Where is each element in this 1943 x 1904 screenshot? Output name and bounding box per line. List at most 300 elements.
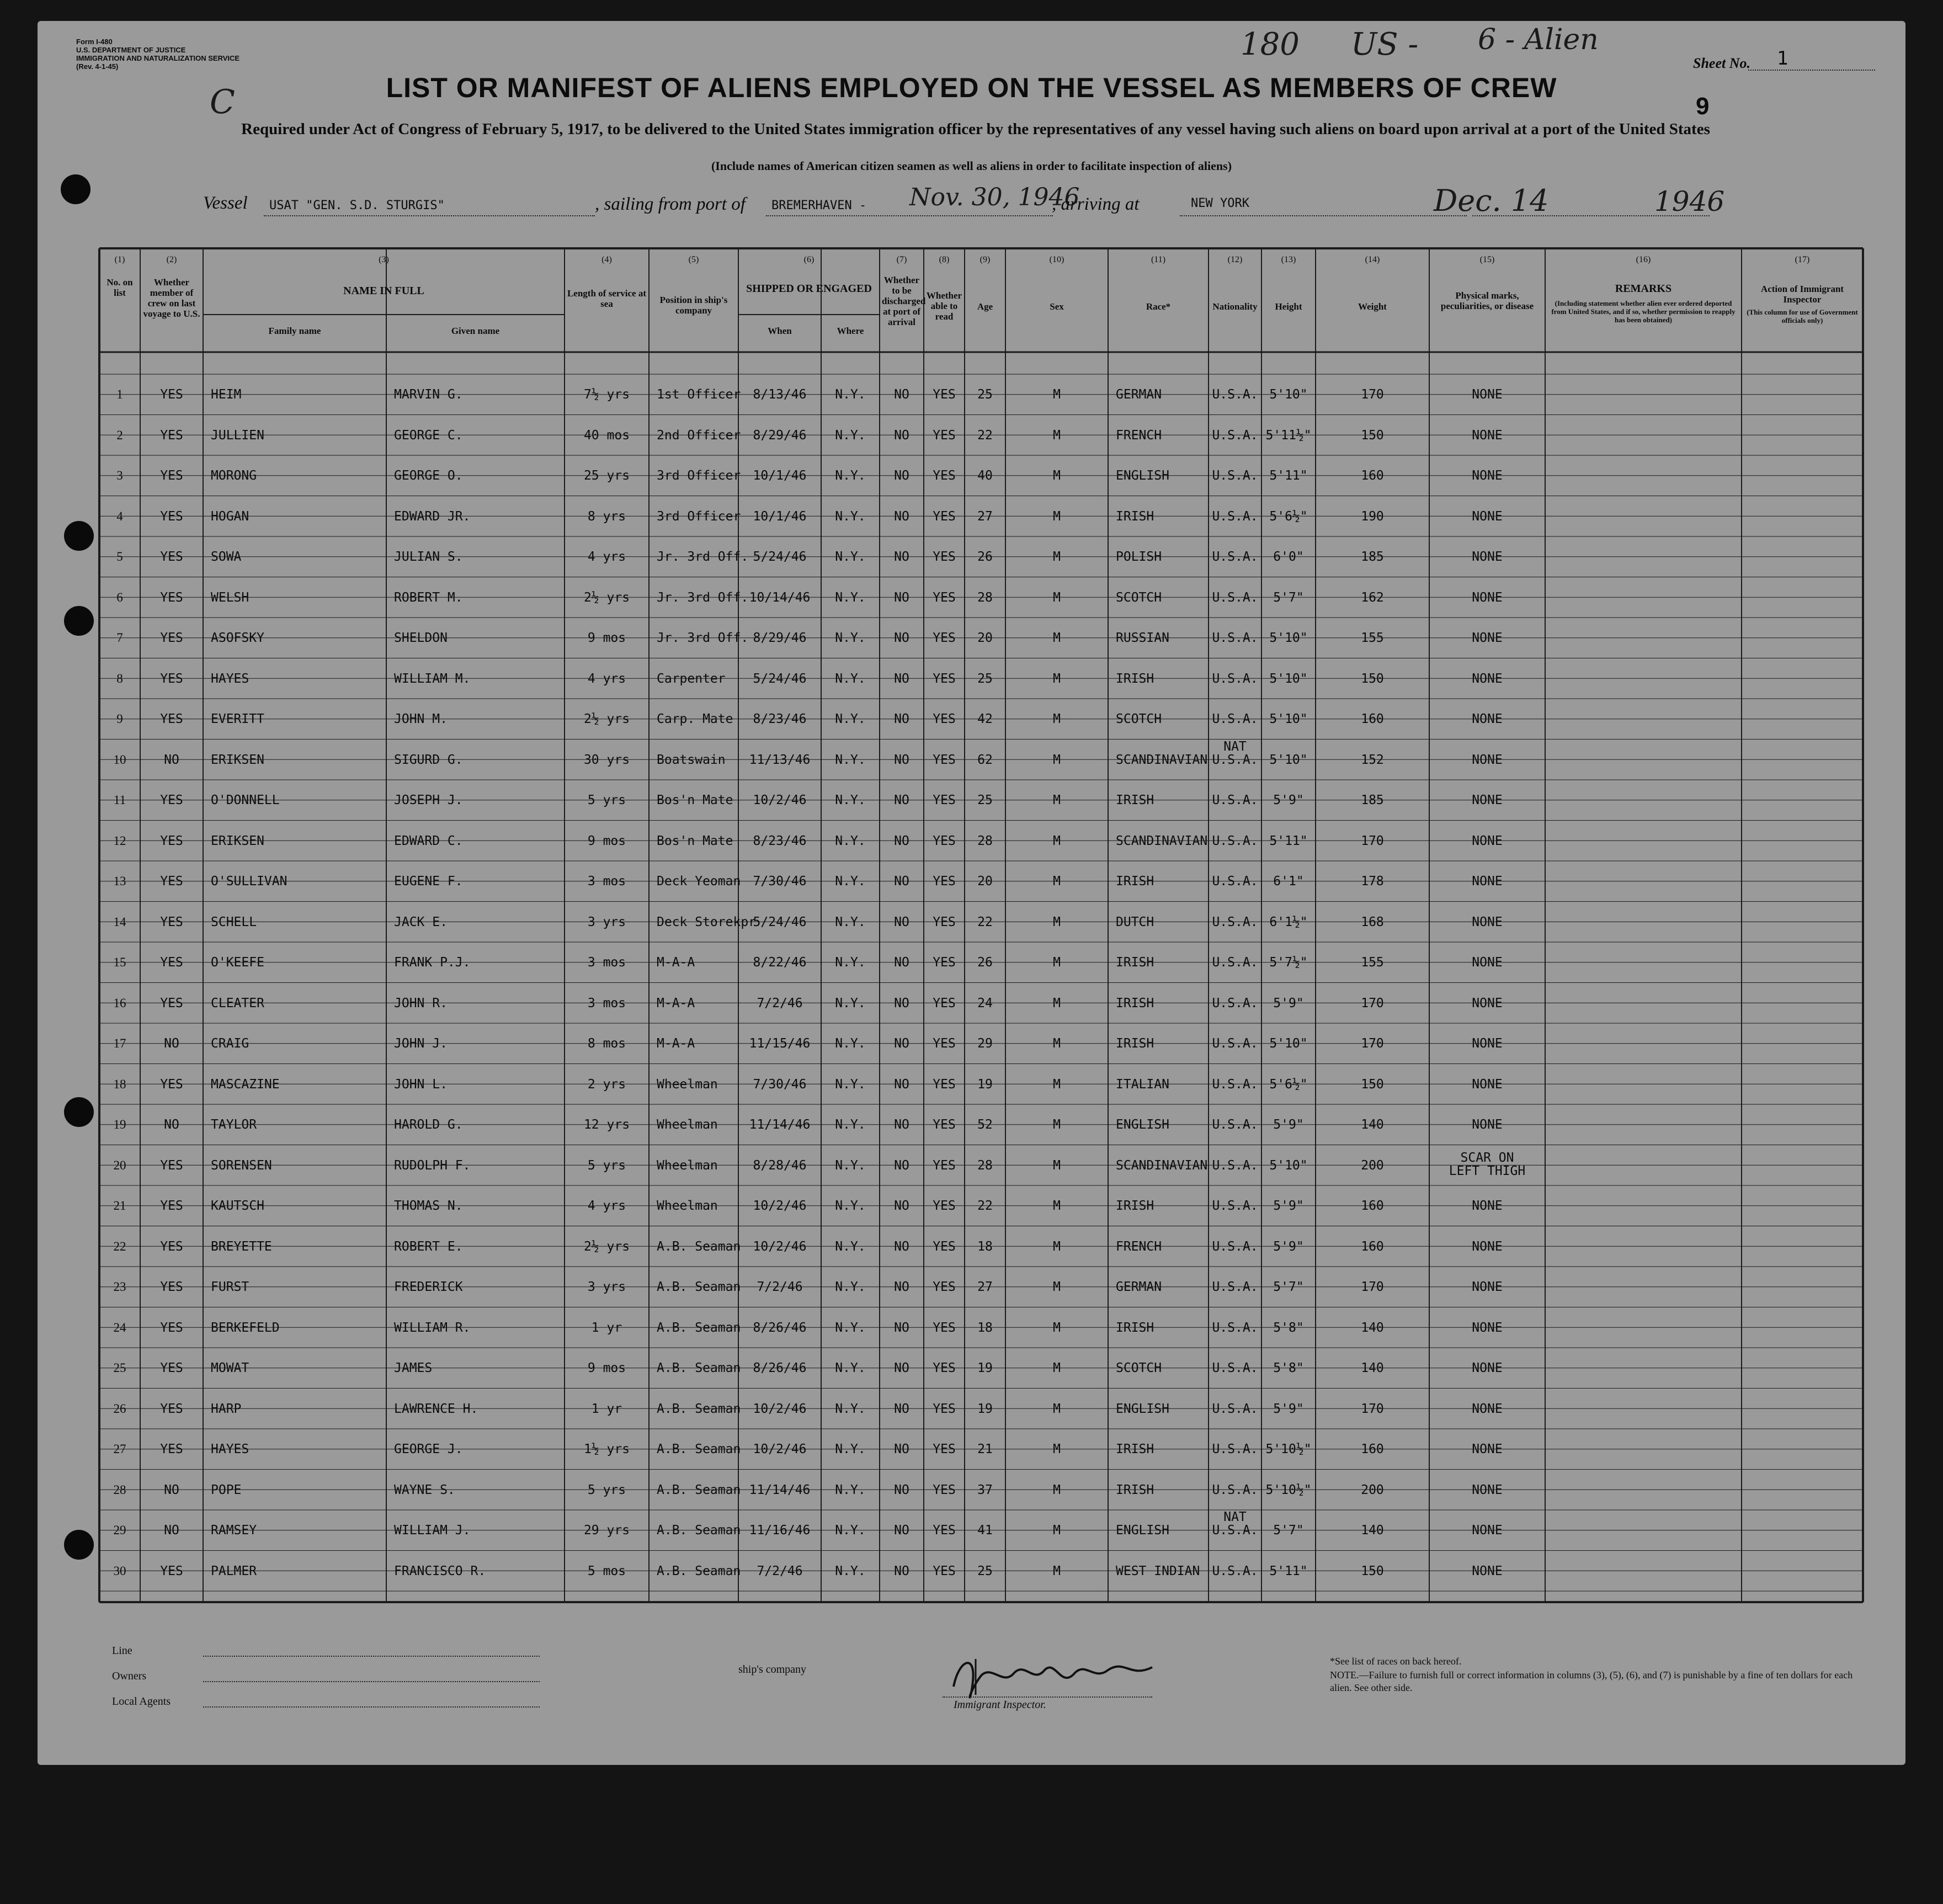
row-number: 22 [113,1239,126,1253]
failure-note: NOTE.—Failure to furnish full or correct information in columns (3), (5), (6), and (7) is punishable by a fine of ten dollars for each alien. See other side. [1330,1669,1853,1693]
age-cell: 25 [977,671,993,686]
discharged-cell: NO [894,752,909,767]
owners-label: Owners [112,1670,147,1682]
inspector-signature [943,1648,1174,1703]
shipped-where-cell: N.Y. [835,752,866,767]
weight-cell: 168 [1361,914,1384,929]
column-number: (16) [1636,255,1651,264]
position-cell: Carp. Mate [657,712,733,726]
header-family-name: Family name [268,326,321,336]
able-read-cell: YES [933,631,956,645]
shipped-where-cell: N.Y. [835,914,866,929]
sex-cell: M [1053,793,1061,807]
position-cell: A.B. Seaman [657,1482,741,1497]
last-voyage-cell: YES [160,550,183,564]
binder-hole [61,174,91,204]
shipped-where-cell: N.Y. [835,387,866,402]
column-number: (8) [939,255,950,264]
row-number: 8 [116,671,123,685]
weight-cell: 140 [1361,1361,1384,1375]
header-height: Height [1275,301,1302,312]
last-voyage-cell: YES [160,914,183,929]
physical-marks-cell: NONE [1472,1361,1503,1375]
given-name-cell: MARVIN G. [394,387,463,402]
weight-cell: 155 [1361,955,1384,970]
sex-cell: M [1053,1280,1061,1294]
header-discharged: Whether to be discharged at port of arrival [882,275,926,327]
physical-marks-cell: NONE [1472,955,1503,970]
last-voyage-cell: YES [160,955,183,970]
race-note: *See list of races on back hereof. [1330,1656,1462,1667]
family-name-cell: ERIKSEN [211,833,264,848]
able-read-cell: YES [933,955,956,970]
header-remarks: REMARKS [1615,283,1672,295]
family-name-cell: FURST [211,1280,249,1294]
shipped-when-cell: 10/2/46 [753,1239,807,1254]
length-service-cell: 2½ yrs [583,1239,630,1254]
last-voyage-cell: YES [160,631,183,645]
last-voyage-cell: NO [164,1482,179,1497]
shipped-where-cell: N.Y. [835,1442,866,1456]
discharged-cell: NO [894,1401,909,1416]
family-name-cell: JULLIEN [211,428,264,443]
shipped-where-cell: N.Y. [835,996,866,1010]
last-voyage-cell: YES [160,428,183,443]
corner-mark: C [210,83,235,121]
shipped-where-cell: N.Y. [835,1482,866,1497]
last-voyage-cell: YES [160,1239,183,1254]
height-cell: 5'9" [1273,996,1304,1010]
shipped-where-cell: N.Y. [835,1036,866,1051]
shipped-where-cell: N.Y. [835,1280,866,1294]
length-service-cell: 29 yrs [583,1523,630,1538]
able-read-cell: YES [933,793,956,807]
last-voyage-cell: NO [164,1036,179,1051]
weight-cell: 160 [1361,712,1384,726]
sex-cell: M [1053,469,1061,483]
length-service-cell: 8 yrs [587,509,626,524]
shipped-when-cell: 7/2/46 [757,1563,803,1578]
height-cell: 5'10" [1269,631,1308,645]
line-label: Line [112,1645,132,1657]
row-number: 28 [113,1482,126,1497]
family-name-cell: ERIKSEN [211,752,264,767]
header-action: Action of Immigrant Inspector [1760,284,1844,305]
sex-cell: M [1053,752,1061,767]
owners-field [203,1681,540,1682]
given-name-cell: JOHN R. [394,996,448,1010]
discharged-cell: NO [894,469,909,483]
nationality-cell: U.S.A. [1212,428,1258,443]
shipped-where-cell: N.Y. [835,1320,866,1335]
header-no-on-list: No. on list [107,277,133,298]
weight-cell: 162 [1361,590,1384,605]
given-name-cell: SHELDON [394,631,448,645]
physical-marks-cell: NONE [1472,671,1503,686]
physical-marks-cell: NONE [1472,1118,1503,1132]
last-voyage-cell: NO [164,1118,179,1132]
race-cell: RUSSIAN [1116,631,1169,645]
physical-marks-cell: SCAR ON [1460,1150,1514,1165]
age-cell: 26 [977,550,993,564]
nationality-cell: U.S.A. [1212,1239,1258,1254]
shipped-when-cell: 10/2/46 [753,1199,807,1213]
header-last-voyage: Whether member of crew on last voyage to U.S. [143,277,200,319]
row-number: 7 [116,631,123,645]
last-voyage-cell: YES [160,793,183,807]
given-name-cell: FRANCISCO R. [394,1563,486,1578]
length-service-cell: 5 mos [587,1563,626,1578]
discharged-cell: NO [894,1199,909,1213]
race-cell: IRISH [1116,1199,1154,1213]
ship-company-label: ship's company [738,1663,807,1676]
last-voyage-cell: YES [160,469,183,483]
age-cell: 29 [977,1036,993,1051]
able-read-cell: YES [933,1158,956,1173]
weight-cell: 170 [1361,387,1384,402]
shipped-where-cell: N.Y. [835,712,866,726]
length-service-cell: 5 yrs [587,1158,626,1173]
discharged-cell: NO [894,671,909,686]
family-name-cell: TAYLOR [211,1118,257,1132]
nationality-cell: U.S.A. [1212,590,1258,605]
shipped-when-cell: 10/2/46 [753,793,807,807]
able-read-cell: YES [933,1320,956,1335]
sex-cell: M [1053,1361,1061,1375]
row-number: 9 [116,712,123,726]
last-voyage-cell: YES [160,712,183,726]
length-service-cell: 2½ yrs [583,590,630,605]
nationality-cell: U.S.A. [1212,550,1258,564]
given-name-cell: JOHN L. [394,1077,448,1092]
physical-marks-cell: NONE [1472,428,1503,443]
agents-label: Local Agents [112,1695,171,1708]
given-name-cell: EDWARD JR. [394,509,471,524]
nationality-note: NAT [1223,739,1247,754]
height-cell: 6'0" [1273,550,1304,564]
family-name-cell: O'SULLIVAN [211,874,288,889]
length-service-cell: 3 yrs [587,1280,626,1294]
able-read-cell: YES [933,1563,956,1578]
row-number: 12 [113,833,126,848]
header-nationality: Nationality [1212,301,1258,312]
discharged-cell: NO [894,590,909,605]
sex-cell: M [1053,1442,1061,1456]
length-service-cell: 5 yrs [587,793,626,807]
nationality-cell: U.S.A. [1212,996,1258,1010]
height-cell: 5'10½" [1265,1442,1312,1456]
height-cell: 5'6½" [1269,1077,1308,1092]
race-cell: IRISH [1116,874,1154,889]
height-cell: 5'9" [1273,1199,1304,1213]
family-name-cell: BREYETTE [211,1239,272,1254]
able-read-cell: YES [933,1361,956,1375]
length-service-cell: 3 mos [587,955,626,970]
race-cell: POLISH [1116,550,1162,564]
race-cell: SCOTCH [1116,712,1162,726]
row-number: 19 [113,1118,126,1131]
sex-cell: M [1053,550,1061,564]
inspector-label: Immigrant Inspector. [954,1699,1046,1711]
physical-marks-cell: NONE [1472,1401,1503,1416]
able-read-cell: YES [933,996,956,1010]
shipped-where-cell: N.Y. [835,1158,866,1173]
shipped-where-cell: N.Y. [835,550,866,564]
height-cell: 5'10½" [1265,1482,1312,1497]
shipped-where-cell: N.Y. [835,1563,866,1578]
given-name-cell: RUDOLPH F. [394,1158,471,1173]
sex-cell: M [1053,955,1061,970]
able-read-cell: YES [933,874,956,889]
sex-cell: M [1053,996,1061,1010]
height-cell: 5'11½" [1265,428,1312,443]
able-read-cell: YES [933,1077,956,1092]
given-name-cell: HAROLD G. [394,1118,463,1132]
shipped-when-cell: 8/28/46 [753,1158,807,1173]
able-read-cell: YES [933,1482,956,1497]
last-voyage-cell: YES [160,1442,183,1456]
physical-marks-cell: NONE [1472,631,1503,645]
discharged-cell: NO [894,833,909,848]
physical-marks-cell: NONE [1472,874,1503,889]
discharged-cell: NO [894,1563,909,1578]
discharged-cell: NO [894,1361,909,1375]
age-cell: 19 [977,1361,993,1375]
given-name-cell: JACK E. [394,914,448,929]
shipped-when-cell: 8/29/46 [753,428,807,443]
weight-cell: 178 [1361,874,1384,889]
length-service-cell: 4 yrs [587,1199,626,1213]
given-name-cell: JOHN M. [394,712,448,726]
discharged-cell: NO [894,1442,909,1456]
weight-cell: 160 [1361,1199,1384,1213]
discharged-cell: NO [894,631,909,645]
race-cell: ENGLISH [1116,469,1169,483]
length-service-cell: 9 mos [587,833,626,848]
sex-cell: M [1053,671,1061,686]
height-cell: 5'6½" [1269,509,1308,524]
form-revision: (Rev. 4-1-45) [76,62,119,71]
height-cell: 5'9" [1273,1239,1304,1254]
age-cell: 37 [977,1482,993,1497]
given-name-cell: GEORGE O. [394,469,463,483]
nationality-cell: U.S.A. [1212,387,1258,402]
family-name-cell: WELSH [211,590,249,605]
height-cell: 6'1" [1273,874,1304,889]
race-cell: FRENCH [1116,428,1162,443]
physical-marks-cell: NONE [1472,509,1503,524]
length-service-cell: 2½ yrs [583,712,630,726]
length-service-cell: 1 yr [591,1320,622,1335]
discharged-cell: NO [894,387,909,402]
race-cell: ENGLISH [1116,1118,1169,1132]
header-given-name: Given name [451,326,500,336]
discharged-cell: NO [894,914,909,929]
last-voyage-cell: NO [164,1523,179,1538]
sex-cell: M [1053,1563,1061,1578]
nationality-cell: U.S.A. [1212,833,1258,848]
given-name-cell: JAMES [394,1361,433,1375]
nationality-cell: U.S.A. [1212,1036,1258,1051]
shipped-when-cell: 7/30/46 [753,874,807,889]
race-cell: ENGLISH [1116,1401,1169,1416]
nationality-cell: U.S.A. [1212,1361,1258,1375]
last-voyage-cell: YES [160,874,183,889]
nationality-cell: U.S.A. [1212,955,1258,970]
row-number: 30 [113,1563,126,1578]
shipped-where-cell: N.Y. [835,671,866,686]
length-service-cell: 25 yrs [583,469,630,483]
nationality-note: NAT [1223,1510,1247,1524]
family-name-cell: ASOFSKY [211,631,264,645]
family-name-cell: O'DONNELL [211,793,280,807]
given-name-cell: GEORGE J. [394,1442,463,1456]
column-number: (2) [166,255,177,264]
height-cell: 5'8" [1273,1361,1304,1375]
position-cell: Wheelman [657,1077,718,1092]
weight-cell: 140 [1361,1523,1384,1538]
weight-cell: 160 [1361,1442,1384,1456]
column-number: (11) [1151,255,1166,264]
row-number: 15 [113,955,126,969]
race-cell: FRENCH [1116,1239,1162,1254]
binder-hole [64,606,94,636]
handwritten-us: US - [1351,26,1419,62]
nationality-cell: U.S.A. [1212,1199,1258,1213]
sex-cell: M [1053,1036,1061,1051]
race-cell: WEST INDIAN [1116,1563,1200,1578]
race-cell: ITALIAN [1116,1077,1169,1092]
physical-marks-cell: NONE [1472,833,1503,848]
weight-cell: 170 [1361,1401,1384,1416]
family-name-cell: MASCAZINE [211,1077,280,1092]
sex-cell: M [1053,387,1061,402]
age-cell: 25 [977,793,993,807]
position-cell: Jr. 3rd Off. [657,550,749,564]
position-cell: 2nd Officer [657,428,741,443]
able-read-cell: YES [933,752,956,767]
line-field [203,1656,540,1657]
shipped-where-cell: N.Y. [835,631,866,645]
family-name-cell: HARP [211,1401,242,1416]
shipped-when-cell: 11/16/46 [749,1523,811,1538]
discharged-cell: NO [894,1158,909,1173]
physical-marks-cell: NONE [1472,752,1503,767]
race-cell: IRISH [1116,509,1154,524]
able-read-cell: YES [933,590,956,605]
physical-marks-cell: NONE [1472,1239,1503,1254]
shipped-where-cell: N.Y. [835,428,866,443]
height-cell: 5'11" [1269,469,1308,483]
row-number: 6 [116,590,123,604]
length-service-cell: 5 yrs [587,1482,626,1497]
nationality-cell: U.S.A. [1212,712,1258,726]
physical-marks-cell: NONE [1472,914,1503,929]
family-name-cell: EVERITT [211,712,264,726]
race-cell: IRISH [1116,793,1154,807]
given-name-cell: WILLIAM M. [394,671,471,686]
family-name-cell: KAUTSCH [211,1199,264,1213]
given-name-cell: GEORGE C. [394,428,463,443]
nationality-cell: U.S.A. [1212,1563,1258,1578]
shipped-where-cell: N.Y. [835,1401,866,1416]
height-cell: 5'10" [1269,1158,1308,1173]
shipped-where-cell: N.Y. [835,1361,866,1375]
shipped-when-cell: 11/14/46 [749,1118,811,1132]
last-voyage-cell: YES [160,1199,183,1213]
shipped-where-cell: N.Y. [835,1077,866,1092]
handwritten-aliens: 6 - Alien [1478,23,1599,56]
shipped-when-cell: 10/2/46 [753,1442,807,1456]
weight-cell: 170 [1361,996,1384,1010]
page-title: LIST OR MANIFEST OF ALIENS EMPLOYED ON THE VESSEL AS MEMBERS OF CREW [386,72,1557,103]
row-number: 24 [113,1320,126,1334]
able-read-cell: YES [933,387,956,402]
race-cell: ENGLISH [1116,1523,1169,1538]
physical-marks-cell-line2: LEFT THIGH [1449,1163,1526,1178]
position-cell: A.B. Seaman [657,1320,741,1335]
weight-cell: 160 [1361,1239,1384,1254]
given-name-cell: EUGENE F. [394,874,463,889]
header-weight: Weight [1358,301,1387,312]
shipped-where-cell: N.Y. [835,833,866,848]
sex-cell: M [1053,1482,1061,1497]
sex-cell: M [1053,631,1061,645]
nationality-cell: U.S.A. [1212,793,1258,807]
shipped-where-cell: N.Y. [835,874,866,889]
discharged-cell: NO [894,1523,909,1538]
shipped-when-cell: 10/1/46 [753,509,807,524]
position-cell: M-A-A [657,955,695,970]
discharged-cell: NO [894,1118,909,1132]
physical-marks-cell: NONE [1472,469,1503,483]
length-service-cell: 3 mos [587,874,626,889]
weight-cell: 150 [1361,1077,1384,1092]
shipped-when-cell: 10/2/46 [753,1401,807,1416]
position-cell: Boatswain [657,752,726,767]
row-number: 1 [116,387,123,401]
sex-cell: M [1053,1320,1061,1335]
sex-cell: M [1053,509,1061,524]
column-number: (15) [1479,255,1495,264]
able-read-cell: YES [933,428,956,443]
sailing-date: Nov. 30, 1946 [909,183,1080,211]
position-cell: Wheelman [657,1118,718,1132]
able-read-cell: YES [933,509,956,524]
shipped-when-cell: 8/13/46 [753,387,807,402]
age-cell: 22 [977,1199,993,1213]
family-name-cell: PALMER [211,1563,257,1578]
column-number: (4) [601,255,612,264]
family-name-cell: MORONG [211,469,257,483]
height-cell: 5'7" [1273,590,1304,605]
length-service-cell: 3 mos [587,996,626,1010]
vessel-label: Vessel [203,193,248,213]
row-number: 25 [113,1361,126,1375]
able-read-cell: YES [933,671,956,686]
given-name-cell: SIGURD G. [394,752,463,767]
last-voyage-cell: YES [160,1158,183,1173]
given-name-cell: ROBERT E. [394,1239,463,1254]
sex-cell: M [1053,833,1061,848]
position-cell: A.B. Seaman [657,1563,741,1578]
last-voyage-cell: YES [160,1077,183,1092]
nationality-cell: U.S.A. [1212,1118,1258,1132]
inspector-line [943,1696,1152,1698]
last-voyage-cell: YES [160,1401,183,1416]
nationality-cell: U.S.A. [1212,1158,1258,1173]
length-service-cell: 12 yrs [583,1118,630,1132]
